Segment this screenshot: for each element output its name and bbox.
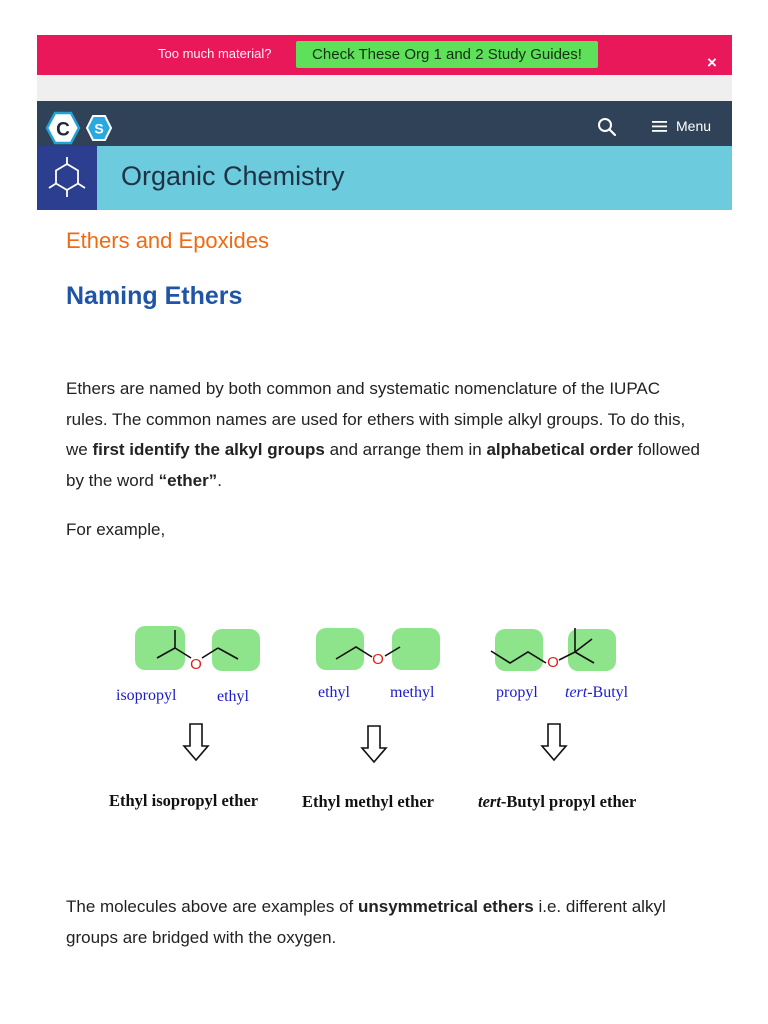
- group-label: tert-Butyl: [565, 684, 629, 701]
- molecule-icon: [37, 146, 97, 210]
- example-ethyl-methyl: [316, 628, 440, 701]
- text-span: The molecules above are examples of: [66, 897, 358, 916]
- promo-text: Too much material?: [158, 46, 272, 61]
- intro-paragraph: [66, 374, 706, 496]
- text-span: Ethers are named by both common and systematic nomenclature of the IUPAC rules. The common names are used for ethers with simple alkyl groups. To do this, we: [66, 379, 686, 459]
- logo-letter-s: S: [94, 120, 104, 137]
- text-span: and arrange them in: [324, 440, 487, 459]
- highlight-box: [392, 628, 440, 670]
- page-title: Naming Ethers: [66, 282, 243, 310]
- highlight-box: [316, 628, 364, 670]
- search-icon[interactable]: [596, 116, 618, 138]
- group-label: ethyl: [217, 688, 249, 705]
- group-label: propyl: [496, 684, 538, 701]
- highlight-box: [212, 629, 260, 671]
- hamburger-icon: [652, 119, 668, 133]
- example-isopropyl-ethyl: [116, 626, 260, 705]
- highlight-box: [135, 626, 185, 670]
- group-label: isopropyl: [116, 687, 177, 704]
- ether-name: Ethyl methyl ether: [302, 792, 434, 811]
- bold-text: alphabetical order: [486, 440, 633, 459]
- text-span: followed by the word: [66, 440, 700, 490]
- bold-text: “ether”: [158, 470, 218, 490]
- ether-naming-diagram: [100, 612, 680, 832]
- site-header: [37, 101, 732, 146]
- ether-name: tert-Butyl propyl ether: [478, 792, 637, 811]
- ether-name: Ethyl isopropyl ether: [109, 791, 259, 810]
- group-label: methyl: [390, 684, 435, 701]
- unsymmetrical-paragraph: [66, 892, 706, 953]
- menu-button[interactable]: [652, 115, 711, 137]
- arrow-down-icon: [184, 724, 208, 760]
- oxygen-label: O: [547, 654, 559, 671]
- logo-letter-c: C: [56, 119, 70, 141]
- example-propyl-tert-butyl: [491, 628, 629, 701]
- ad-strip: [37, 75, 732, 101]
- text-span: i.e. different alkyl groups are bridged with the oxygen.: [66, 897, 666, 947]
- arrow-down-icon: [542, 724, 566, 760]
- menu-label: Menu: [676, 118, 712, 134]
- arrow-down-icon: [362, 726, 386, 762]
- site-logo[interactable]: [45, 111, 129, 145]
- oxygen-label: O: [372, 651, 384, 668]
- text-span: .: [217, 470, 222, 490]
- group-label: ethyl: [318, 684, 350, 701]
- oxygen-label: O: [190, 656, 202, 673]
- promo-banner: [37, 35, 732, 75]
- example-intro: For example,: [66, 520, 166, 539]
- bold-text: first identify the alkyl groups: [92, 440, 325, 459]
- arrow-down-icons: [184, 724, 566, 762]
- subject-bar: [37, 146, 732, 210]
- highlight-box: [495, 629, 543, 671]
- section-title-link[interactable]: Ethers and Epoxides: [66, 228, 270, 253]
- bold-text: unsymmetrical ethers: [358, 897, 534, 916]
- close-icon[interactable]: ×: [707, 53, 717, 72]
- subject-title: Organic Chemistry: [121, 161, 345, 191]
- study-guides-button[interactable]: Check These Org 1 and 2 Study Guides!: [296, 41, 598, 68]
